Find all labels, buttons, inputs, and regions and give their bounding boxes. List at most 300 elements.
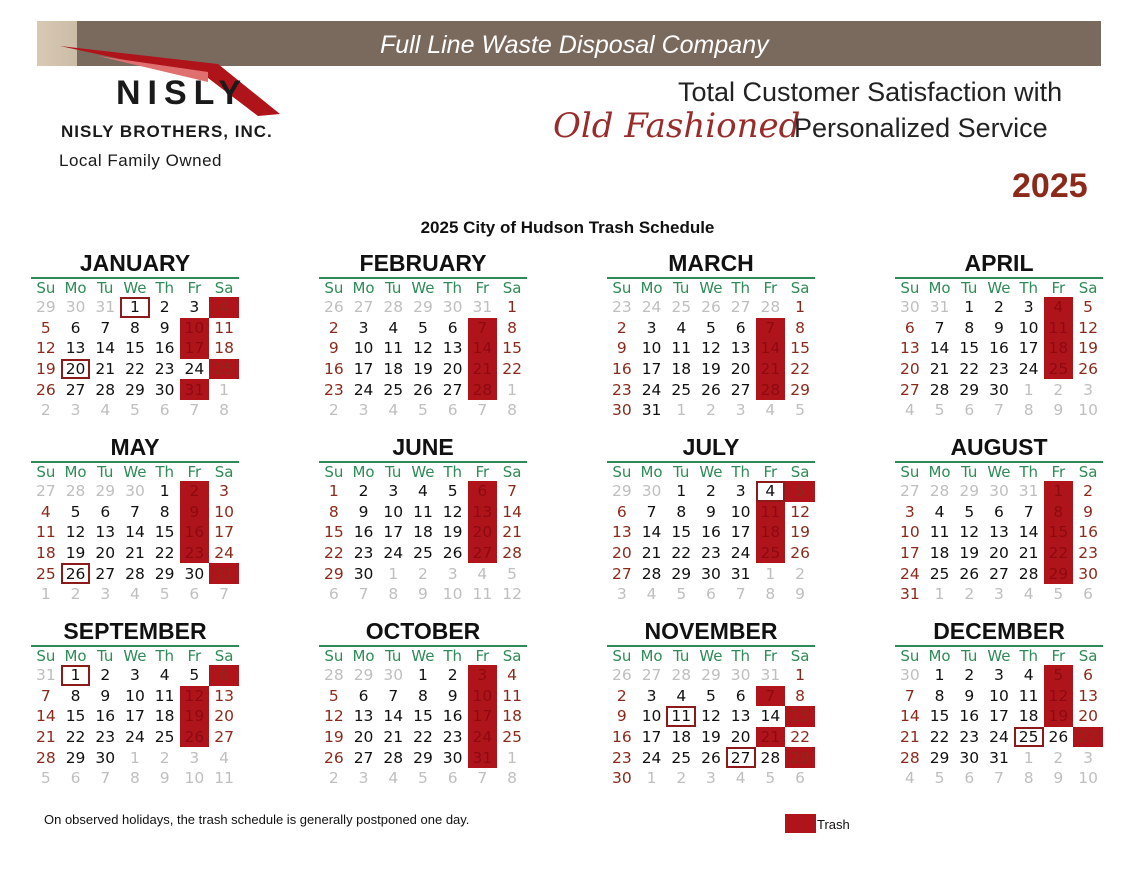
month-table <box>31 277 239 421</box>
month-october <box>319 617 527 789</box>
day-cell-other-month: 1 <box>507 748 518 767</box>
day-cell-other-month: 29 <box>95 482 116 501</box>
day-cell-other-month: 28 <box>760 298 781 317</box>
day-cell-other-month: 10 <box>442 585 463 604</box>
day-cell-other-month: 7 <box>994 401 1004 420</box>
day-cell: 17 <box>730 523 751 542</box>
day-cell-other-month: 4 <box>388 769 399 788</box>
day-cell: 1 <box>795 666 806 685</box>
day-cell: 3 <box>130 666 140 685</box>
day-cell-trash: 15 <box>785 706 815 727</box>
weekday-header: Mo <box>928 279 951 297</box>
day-cell-other-month: 4 <box>646 585 657 604</box>
weekday-header: Tu <box>961 647 978 665</box>
day-cell-other-month: 27 <box>35 482 56 501</box>
day-cell: 16 <box>959 707 980 726</box>
day-cell-other-month: 2 <box>40 401 51 420</box>
day-cell: 21 <box>95 360 116 379</box>
day-cell-other-month: 5 <box>418 401 428 420</box>
day-cell-other-month: 4 <box>904 769 915 788</box>
day-cell: 20 <box>214 707 234 726</box>
day-cell: 7 <box>40 686 51 705</box>
day-cell: 6 <box>358 686 369 705</box>
day-cell-trash: 7 <box>468 318 498 339</box>
day-cell-other-month: 29 <box>611 482 632 501</box>
day-cell: 24 <box>125 728 145 747</box>
day-cell: 14 <box>502 502 522 521</box>
day-cell: 22 <box>502 360 522 379</box>
day-cell: 14 <box>929 339 950 358</box>
day-cell-other-month: 3 <box>70 401 81 420</box>
day-cell: 16 <box>323 360 344 379</box>
day-cell-trash: 27 <box>1073 727 1103 748</box>
day-cell: 29 <box>154 564 175 583</box>
day-cell: 2 <box>616 686 627 705</box>
weekday-header: Mo <box>64 647 87 665</box>
weekday-header: Fr <box>763 647 778 665</box>
day-cell-other-month: 30 <box>65 298 86 317</box>
day-cell-other-month: 4 <box>904 401 915 420</box>
weekday-header: Th <box>1019 279 1038 297</box>
day-cell: 27 <box>95 564 116 583</box>
day-cell: 8 <box>934 686 945 705</box>
day-cell: 22 <box>65 728 86 747</box>
weekday-header: Th <box>1019 463 1038 481</box>
day-cell: 11 <box>214 318 234 337</box>
day-cell-trash: 3 <box>468 665 498 686</box>
day-cell-other-month: 10 <box>1078 769 1098 788</box>
weekday-header: Sa <box>502 463 522 481</box>
day-cell-other-month: 7 <box>189 401 200 420</box>
day-cell: 11 <box>35 523 56 542</box>
day-cell: 26 <box>959 564 980 583</box>
day-cell-other-month: 7 <box>358 585 369 604</box>
day-cell: 19 <box>701 360 721 379</box>
day-cell-trash: 29 <box>785 747 815 768</box>
day-cell-other-month: 8 <box>1023 401 1034 420</box>
month-table <box>319 645 527 789</box>
day-cell-other-month: 5 <box>934 769 945 788</box>
day-cell: 9 <box>1083 502 1094 521</box>
day-cell-other-month: 1 <box>676 401 687 420</box>
weekday-header: Mo <box>64 463 87 481</box>
day-cell-other-month: 3 <box>189 748 200 767</box>
day-cell: 9 <box>358 502 369 521</box>
day-cell: 15 <box>323 523 344 542</box>
day-cell: 20 <box>611 544 632 563</box>
day-cell: 13 <box>611 523 632 542</box>
day-cell-other-month: 1 <box>40 585 51 604</box>
day-cell-trash: 18 <box>1044 338 1074 359</box>
day-cell-other-month: 1 <box>388 564 399 583</box>
weekday-header: We <box>411 463 435 481</box>
day-cell: 29 <box>323 564 344 583</box>
month-table <box>31 461 239 605</box>
day-cell-trash: 21 <box>468 359 498 380</box>
day-cell: 27 <box>611 564 632 583</box>
day-cell-other-month: 30 <box>641 482 662 501</box>
weekday-header: Sa <box>502 279 522 297</box>
weekday-header: Fr <box>763 463 778 481</box>
day-cell: 2 <box>994 298 1004 317</box>
day-cell: 10 <box>641 707 662 726</box>
day-cell: 11 <box>671 339 692 358</box>
day-cell: 16 <box>154 339 175 358</box>
day-cell-trash: 16 <box>180 522 210 543</box>
day-cell-trash: 31 <box>468 747 498 768</box>
day-cell-trash: 14 <box>468 338 498 359</box>
day-cell-other-month: 9 <box>1053 769 1064 788</box>
day-cell-other-month: 3 <box>706 769 716 788</box>
legend-trash-label: Trash <box>817 817 850 832</box>
day-cell: 7 <box>130 502 140 521</box>
day-cell-other-month: 2 <box>1053 748 1064 767</box>
month-table <box>607 277 815 421</box>
day-cell-other-month: 2 <box>1053 380 1064 399</box>
day-cell: 14 <box>35 707 56 726</box>
day-cell: 6 <box>447 318 458 337</box>
day-cell: 10 <box>641 339 662 358</box>
month-name: DECEMBER <box>933 618 1065 644</box>
weekday-header: Th <box>443 463 462 481</box>
weekday-header: Th <box>155 463 174 481</box>
day-cell-other-month: 27 <box>730 298 751 317</box>
day-cell-trash: 20 <box>468 522 498 543</box>
day-cell: 19 <box>790 523 810 542</box>
day-cell: 9 <box>616 707 627 726</box>
day-cell: 4 <box>159 666 170 685</box>
day-cell-trash: 7 <box>756 318 786 339</box>
day-cell: 26 <box>323 748 344 767</box>
day-cell: 12 <box>65 523 86 542</box>
day-cell-other-month: 5 <box>159 585 170 604</box>
day-cell: 28 <box>760 748 781 767</box>
weekday-header: Tu <box>673 463 690 481</box>
day-cell-other-month: 6 <box>159 401 170 420</box>
day-cell: 28 <box>95 380 116 399</box>
month-name: JUNE <box>392 434 454 460</box>
day-cell: 18 <box>154 707 175 726</box>
day-cell-other-month: 1 <box>130 748 140 767</box>
day-cell-other-month: 5 <box>40 769 51 788</box>
day-cell: 19 <box>323 728 344 747</box>
day-cell: 7 <box>646 502 657 521</box>
day-cell: 17 <box>353 360 374 379</box>
month-name: JANUARY <box>79 250 191 276</box>
day-cell: 8 <box>159 502 170 521</box>
day-cell-other-month: 3 <box>358 769 369 788</box>
day-cell-other-month: 30 <box>442 298 463 317</box>
day-cell-trash: 15 <box>1044 522 1074 543</box>
day-cell: 27 <box>989 564 1009 583</box>
day-cell-other-month: 3 <box>616 585 627 604</box>
day-cell-other-month: 31 <box>472 298 493 317</box>
day-cell: 12 <box>1078 318 1098 337</box>
day-cell: 30 <box>442 748 463 767</box>
day-cell-other-month: 6 <box>964 401 975 420</box>
day-cell: 5 <box>706 318 716 337</box>
day-cell-other-month: 7 <box>100 769 111 788</box>
day-cell-other-month: 2 <box>676 769 687 788</box>
company-name: NISLY BROTHERS, INC. <box>61 122 273 141</box>
day-cell-other-month: 31 <box>1018 482 1039 501</box>
day-cell: 29 <box>65 748 86 767</box>
day-cell-trash: 25 <box>1044 359 1074 380</box>
day-cell: 19 <box>1078 339 1098 358</box>
day-cell-trash: 28 <box>756 379 786 400</box>
day-cell: 12 <box>701 339 721 358</box>
day-cell-other-month: 3 <box>447 564 458 583</box>
month-name: FEBRUARY <box>359 250 487 276</box>
day-cell: 3 <box>1023 298 1034 317</box>
day-cell: 26 <box>1048 728 1069 747</box>
day-cell: 10 <box>125 686 145 705</box>
day-cell: 30 <box>959 748 980 767</box>
day-cell: 31 <box>730 564 751 583</box>
day-cell-other-month: 2 <box>328 401 339 420</box>
day-cell-holiday: 1 <box>61 665 91 686</box>
weekday-header: Su <box>900 279 920 297</box>
day-cell: 2 <box>159 298 170 317</box>
day-cell: 7 <box>507 482 518 501</box>
month-table <box>319 461 527 605</box>
weekday-header: We <box>411 279 435 297</box>
day-cell-other-month: 7 <box>735 585 746 604</box>
weekday-header: Su <box>36 647 56 665</box>
day-cell: 8 <box>795 686 806 705</box>
day-cell: 20 <box>95 544 116 563</box>
weekday-header: We <box>987 279 1011 297</box>
day-cell: 7 <box>904 686 915 705</box>
day-cell-trash: 17 <box>180 338 210 359</box>
day-cell-other-month: 26 <box>701 298 721 317</box>
month-name: SEPTEMBER <box>63 618 207 644</box>
day-cell-other-month: 30 <box>730 666 751 685</box>
day-cell: 6 <box>616 502 627 521</box>
day-cell-other-month: 2 <box>328 769 339 788</box>
day-cell-other-month: 25 <box>671 298 692 317</box>
day-cell: 1 <box>159 482 170 501</box>
day-cell: 2 <box>100 666 111 685</box>
month-july <box>607 433 815 605</box>
day-cell: 9 <box>328 339 339 358</box>
weekday-header: Th <box>731 279 750 297</box>
day-cell: 9 <box>100 686 111 705</box>
day-cell-trash: 19 <box>180 706 210 727</box>
day-cell-other-month: 28 <box>383 298 404 317</box>
weekday-header: Su <box>36 279 56 297</box>
day-cell: 4 <box>1023 666 1034 685</box>
day-cell-trash: 18 <box>756 522 786 543</box>
day-cell: 2 <box>1083 482 1094 501</box>
month-name: NOVEMBER <box>644 618 778 644</box>
weekday-header: Fr <box>475 279 490 297</box>
day-cell-other-month: 29 <box>959 482 980 501</box>
day-cell-trash: 27 <box>468 543 498 564</box>
day-cell-other-month: 6 <box>964 769 975 788</box>
day-cell: 8 <box>70 686 81 705</box>
day-cell: 19 <box>701 728 721 747</box>
day-cell-other-month: 12 <box>502 585 522 604</box>
day-cell-other-month: 26 <box>611 666 632 685</box>
day-cell: 22 <box>413 728 433 747</box>
month-table <box>895 645 1103 789</box>
month-table <box>607 645 815 789</box>
weekday-header: We <box>699 463 723 481</box>
day-cell: 19 <box>413 360 433 379</box>
weekday-header: Sa <box>1078 463 1098 481</box>
day-cell: 9 <box>616 339 627 358</box>
day-cell: 6 <box>1083 666 1094 685</box>
day-cell: 25 <box>154 728 175 747</box>
day-cell-other-month: 3 <box>1083 380 1094 399</box>
weekday-header: Su <box>324 647 344 665</box>
day-cell: 16 <box>442 707 463 726</box>
day-cell: 5 <box>70 502 81 521</box>
day-cell: 13 <box>1078 686 1098 705</box>
day-cell: 18 <box>413 523 433 542</box>
day-cell-other-month: 7 <box>219 585 230 604</box>
day-cell: 30 <box>611 401 632 420</box>
day-cell-trash: 6 <box>209 665 239 686</box>
day-cell-other-month: 5 <box>130 401 140 420</box>
day-cell: 29 <box>413 748 433 767</box>
weekday-header: Sa <box>790 279 810 297</box>
day-cell: 1 <box>328 482 339 501</box>
weekday-header: Th <box>731 647 750 665</box>
day-cell-other-month: 9 <box>418 585 428 604</box>
day-cell-other-month: 4 <box>130 585 140 604</box>
day-cell: 1 <box>795 298 806 317</box>
day-cell: 26 <box>1078 360 1098 379</box>
day-cell-trash: 25 <box>756 543 786 564</box>
day-cell: 18 <box>1018 707 1039 726</box>
day-cell: 21 <box>35 728 56 747</box>
weekday-header: Su <box>612 279 632 297</box>
day-cell: 29 <box>959 380 980 399</box>
day-cell: 13 <box>95 523 116 542</box>
day-cell: 29 <box>790 380 810 399</box>
day-cell: 27 <box>442 380 463 399</box>
day-cell: 16 <box>611 728 632 747</box>
day-cell-trash: 7 <box>756 686 786 707</box>
month-february <box>319 249 527 421</box>
day-cell: 2 <box>328 318 339 337</box>
day-cell: 15 <box>65 707 86 726</box>
day-cell: 23 <box>611 748 632 767</box>
day-cell: 22 <box>790 360 810 379</box>
weekday-header: Sa <box>1078 647 1098 665</box>
day-cell: 24 <box>989 728 1009 747</box>
day-cell: 17 <box>125 707 145 726</box>
day-cell-other-month: 4 <box>219 748 230 767</box>
day-cell-other-month: 1 <box>507 380 518 399</box>
day-cell-other-month: 5 <box>934 401 945 420</box>
day-cell-holiday: 4 <box>756 481 786 502</box>
weekday-header: Th <box>731 463 750 481</box>
weekday-header: Tu <box>97 647 114 665</box>
day-cell: 28 <box>929 380 950 399</box>
day-cell: 15 <box>671 523 692 542</box>
day-cell: 3 <box>388 482 399 501</box>
day-cell: 28 <box>899 748 920 767</box>
day-cell: 25 <box>671 748 692 767</box>
day-cell-trash: 19 <box>1044 706 1074 727</box>
day-cell: 11 <box>502 686 522 705</box>
day-cell: 5 <box>447 482 458 501</box>
weekday-header: Fr <box>763 279 778 297</box>
day-cell: 11 <box>929 523 950 542</box>
day-cell-other-month: 1 <box>646 769 657 788</box>
day-cell: 22 <box>929 728 950 747</box>
day-cell: 21 <box>502 523 522 542</box>
day-cell: 21 <box>1018 544 1039 563</box>
day-cell: 22 <box>790 728 810 747</box>
day-cell-other-month: 9 <box>795 585 806 604</box>
weekday-header: Su <box>324 279 344 297</box>
day-cell: 7 <box>934 318 945 337</box>
day-cell: 19 <box>65 544 86 563</box>
tagline: Full Line Waste Disposal Company <box>380 31 769 59</box>
day-cell: 15 <box>790 339 810 358</box>
weekday-header: Sa <box>790 647 810 665</box>
day-cell: 4 <box>676 318 687 337</box>
day-cell: 3 <box>189 298 200 317</box>
day-cell: 15 <box>125 339 145 358</box>
month-name: AUGUST <box>950 434 1048 460</box>
day-cell: 2 <box>706 482 716 501</box>
day-cell-other-month: 3 <box>1083 748 1094 767</box>
day-cell-other-month: 6 <box>447 401 458 420</box>
month-march <box>607 249 815 421</box>
weekday-header: Th <box>155 647 174 665</box>
day-cell-other-month: 30 <box>989 482 1009 501</box>
weekday-header: Su <box>36 463 56 481</box>
day-cell: 20 <box>989 544 1009 563</box>
day-cell: 14 <box>383 707 404 726</box>
day-cell-trash: 17 <box>468 706 498 727</box>
month-may <box>31 433 239 605</box>
day-cell: 10 <box>989 686 1009 705</box>
day-cell: 17 <box>214 523 234 542</box>
day-cell: 12 <box>790 502 810 521</box>
month-name: JULY <box>682 434 740 460</box>
day-cell-trash: 21 <box>756 727 786 748</box>
day-cell: 25 <box>502 728 522 747</box>
day-cell: 24 <box>899 564 920 583</box>
day-cell-other-month: 7 <box>477 401 488 420</box>
day-cell: 15 <box>959 339 980 358</box>
day-cell: 2 <box>447 666 458 685</box>
day-cell: 27 <box>730 380 751 399</box>
day-cell-other-month: 6 <box>70 769 81 788</box>
day-cell: 25 <box>35 564 56 583</box>
month-name: MAY <box>110 434 160 460</box>
day-cell-trash: 28 <box>468 379 498 400</box>
day-cell-other-month: 6 <box>795 769 806 788</box>
day-cell-trash: 24 <box>468 727 498 748</box>
day-cell-other-month: 29 <box>35 298 56 317</box>
day-cell: 12 <box>959 523 980 542</box>
day-cell: 5 <box>40 318 51 337</box>
weekday-header: We <box>123 463 147 481</box>
day-cell: 4 <box>418 482 428 501</box>
day-cell: 11 <box>1018 686 1039 705</box>
weekday-header: Tu <box>385 647 402 665</box>
day-cell-other-month: 4 <box>1023 585 1034 604</box>
day-cell-other-month: 31 <box>35 666 56 685</box>
day-cell: 3 <box>646 318 657 337</box>
